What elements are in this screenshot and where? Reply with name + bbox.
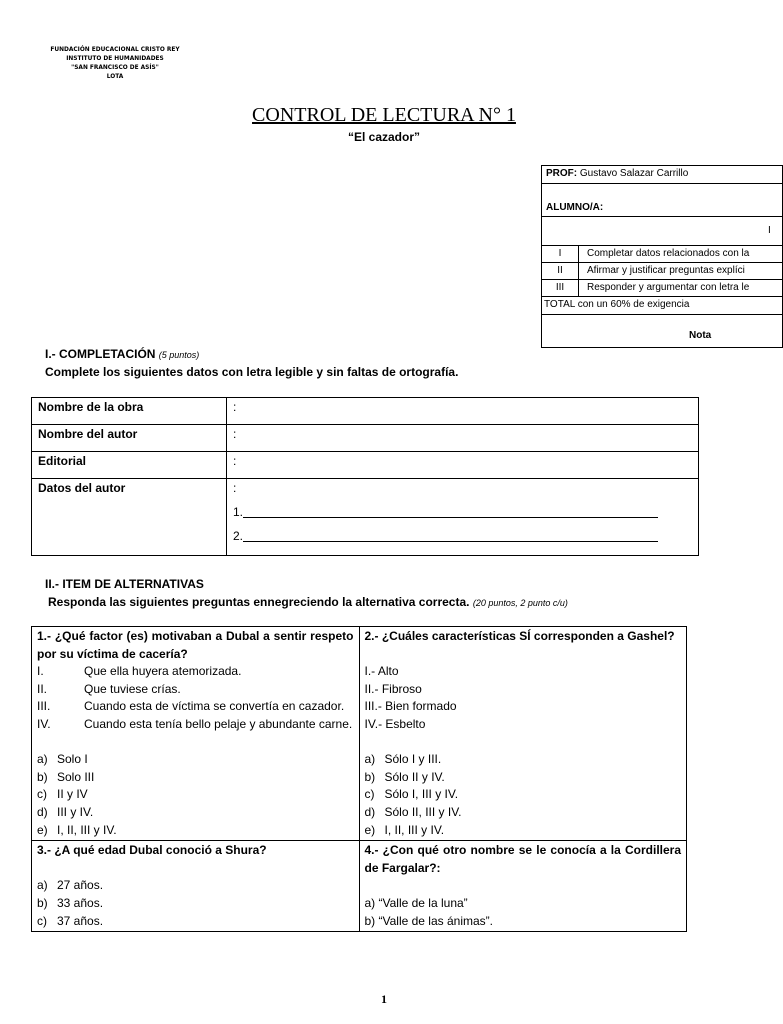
institution-line: INSTITUTO DE HUMANIDADES: [66, 54, 164, 62]
author-data-table: [31, 397, 699, 556]
answer-line-1[interactable]: 1.: [233, 505, 692, 519]
page-title: CONTROL DE LECTURA N° 1: [252, 104, 516, 126]
alumno-row: [542, 184, 782, 217]
field-value[interactable]: : 1. 2.: [227, 479, 699, 556]
total-row: TOTAL con un 60% de exigencia: [542, 297, 782, 315]
question-2: [359, 627, 687, 841]
grading-box: [541, 165, 783, 348]
field-value[interactable]: :: [227, 425, 699, 452]
prof-label: PROF:: [546, 168, 578, 179]
section1-heading: [45, 347, 199, 361]
indicator-row: I Completar datos relacionados con la: [542, 246, 782, 263]
field-label: Editorial: [32, 452, 227, 479]
question-text: 2.- ¿Cuáles características SÍ corresponden a Gashel?: [364, 629, 675, 643]
institution-line: FUNDACIÓN EDUCACIONAL CRISTO REY: [50, 45, 180, 53]
prof-name: Gustavo Salazar Carrillo: [579, 168, 689, 179]
option-item[interactable]: b) 33 años.: [37, 895, 104, 910]
trait-item: I.- Alto: [364, 664, 399, 679]
questions-table: [31, 626, 687, 932]
option-item[interactable]: d) Sólo II, III y IV.: [364, 804, 462, 819]
option-item[interactable]: a) Solo I: [37, 752, 88, 767]
section2-heading: [48, 595, 568, 609]
section2-instruction: Responda las siguientes preguntas ennegreciendo la alternativa correcta.: [48, 595, 470, 609]
option-item[interactable]: c) 37 años.: [37, 913, 104, 928]
question-1: [32, 627, 360, 841]
roman-item: I. Que ella huyera atemorizada.: [37, 664, 242, 679]
option-item[interactable]: e) I, II, III y IV.: [364, 822, 445, 837]
table-row: [32, 452, 699, 479]
field-label: Nombre de la obra: [32, 398, 227, 425]
roman-item: II. Que tuviese crías.: [37, 681, 181, 696]
trait-item: II.- Fibroso: [364, 681, 422, 696]
option-item[interactable]: b) Sólo II y IV.: [364, 769, 445, 784]
indicators-header-row: [542, 217, 782, 246]
roman-item: IV. Cuando esta tenía bello pelaje y abundante carne.: [37, 716, 353, 731]
table-row: [32, 841, 687, 932]
option-item[interactable]: a) Sólo I y III.: [364, 752, 442, 767]
option-item[interactable]: c) Sólo I, III y IV.: [364, 787, 459, 802]
alumno-label: ALUMNO/A:: [546, 202, 604, 213]
question-text: 4.- ¿Con qué otro nombre se le conocía a la Cordillera de Fargalar?:: [364, 843, 681, 875]
institution-header: [40, 45, 190, 81]
trait-item: IV.- Esbelto: [364, 716, 426, 731]
option-item[interactable]: e) I, II, III y IV.: [37, 822, 117, 837]
section1-instruction: Complete los siguientes datos con letra legible y sin faltas de ortografía.: [45, 365, 459, 379]
institution-line: LOTA: [106, 72, 124, 80]
indicators-header: I: [768, 225, 771, 236]
nota-label: Nota: [689, 330, 712, 341]
page-number: 1: [381, 992, 387, 1006]
trait-item: III.- Bien formado: [364, 699, 457, 714]
question-3: [32, 841, 360, 932]
table-row: [32, 398, 699, 425]
question-4: [359, 841, 687, 932]
page-subtitle: “El cazador”: [347, 130, 421, 144]
section1-points: (5 puntos): [158, 350, 200, 360]
question-text: 3.- ¿A qué edad Dubal conoció a Shura?: [37, 843, 267, 858]
institution-line: "SAN FRANCISCO DE ASÍS": [71, 63, 159, 71]
option-item[interactable]: d) III y IV.: [37, 804, 94, 819]
roman-item: III. Cuando esta de víctima se convertía en cazador.: [37, 699, 345, 714]
option-item[interactable]: a) “Valle de la luna”: [364, 895, 468, 910]
field-value[interactable]: :: [227, 398, 699, 425]
indicator-row: III Responder y argumentar con letra le: [542, 280, 782, 297]
option-item[interactable]: a) 27 años.: [37, 878, 104, 893]
indicator-row: II Afirmar y justificar preguntas explíci: [542, 263, 782, 280]
section1-title: I.- COMPLETACIÓN: [45, 347, 156, 361]
prof-row: [542, 166, 782, 184]
option-item[interactable]: c) II y IV: [37, 787, 88, 802]
field-label: Nombre del autor: [32, 425, 227, 452]
field-label: Datos del autor: [32, 479, 227, 556]
question-text: 1.- ¿Qué factor (es) motivaban a Dubal a sentir respeto por su víctima de cacería?: [37, 629, 354, 661]
option-item[interactable]: b) “Valle de las ánimas”.: [364, 913, 493, 928]
table-row: [32, 479, 699, 556]
section2-points: (20 puntos, 2 punto c/u): [472, 598, 568, 608]
table-row: [32, 425, 699, 452]
section2-title: II.- ITEM DE ALTERNATIVAS: [45, 577, 204, 591]
option-item[interactable]: b) Solo III: [37, 769, 95, 784]
field-value[interactable]: :: [227, 452, 699, 479]
answer-line-2[interactable]: 2.: [233, 529, 692, 543]
table-row: [32, 627, 687, 841]
